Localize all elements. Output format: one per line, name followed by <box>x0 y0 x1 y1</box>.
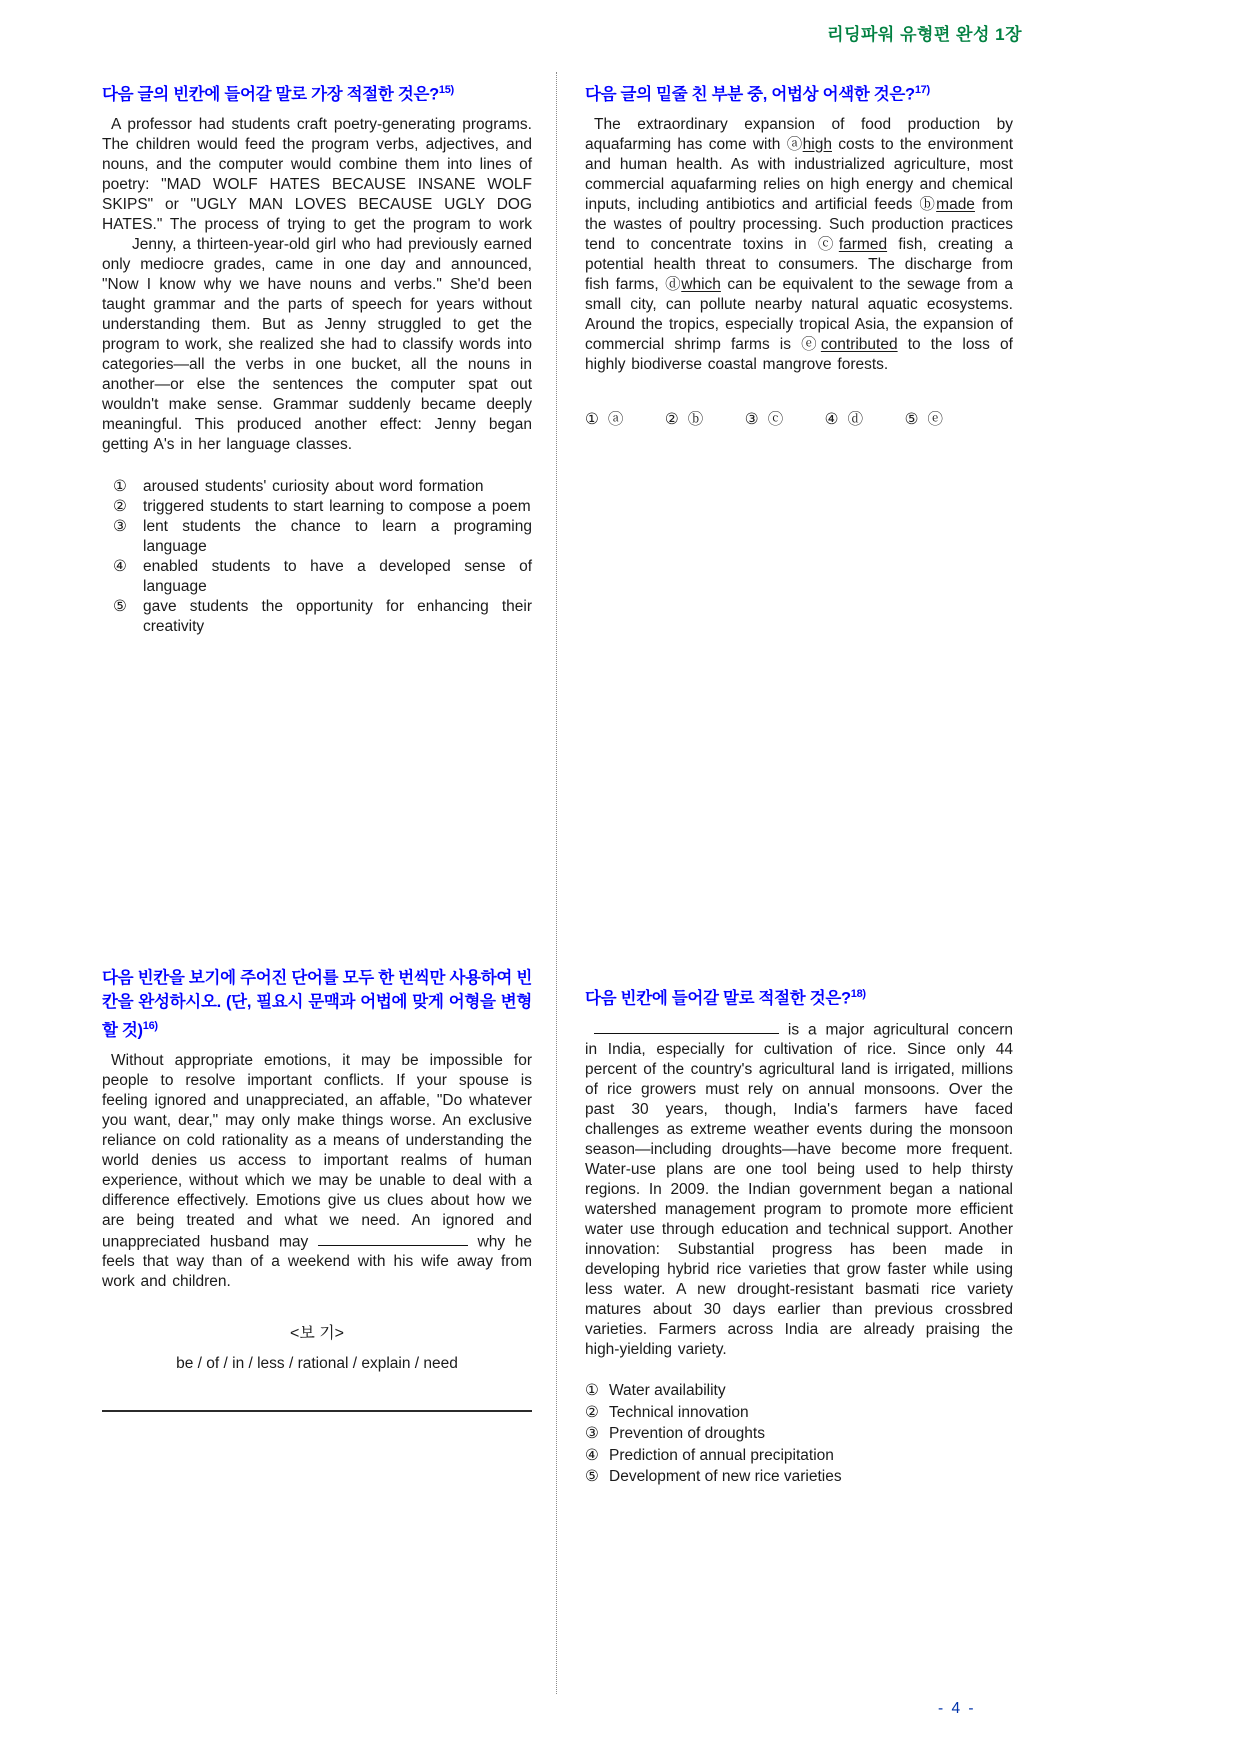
bogi-box <box>102 1324 532 1374</box>
option-text: Prevention of droughts <box>609 1425 765 1443</box>
option-number: ④ <box>585 1446 599 1464</box>
question-18-options <box>585 1380 1013 1488</box>
option-text: Development of new rice varieties <box>609 1468 842 1486</box>
option-number: ⑤ <box>904 410 919 428</box>
option-text: aroused students' curiosity about word formation <box>143 477 484 495</box>
option-text: Water availability <box>609 1382 726 1400</box>
option-mark: ⓐ <box>607 410 624 428</box>
option-row <box>745 407 783 429</box>
question-16 <box>102 966 532 1412</box>
option-number: ⑤ <box>585 1468 599 1486</box>
question-17-options <box>585 407 943 429</box>
question-15-passage: A professor had students craft poetry-generating programs. The children would feed the program verbs, adjectives, and nouns, and the computer would combine them into lines of poetry: "MAD WOLF HATES BECAUSE INSANE WOLF SKIPS" or "UGLY MAN LOVES BECAUSE UGLY DOG HATES." The process of trying to get the program to workJenny, a thirteen-year-old girl who had previously earned only mediocre grades, came in one day and announced, "Now I know why we have nouns and verbs." She'd been taught grammar and the parts of speech for years without understanding them. But as Jenny struggled to get the program to work, she realized she had to classify words into categories—all the verbs in one bucket, all the nouns in another—or else the sentences the computer spat out wouldn't make sense. Grammar suddenly became deeply meaningful. This produced another effect: Jenny began getting A's in her language classes. <box>102 115 532 453</box>
bogi-words: be / of / in / less / rational / explain / need <box>176 1355 458 1373</box>
question-18-title <box>585 982 1013 1011</box>
option-text: enabled students to have a developed sense of language <box>143 557 532 595</box>
question-16-ref: 16) <box>142 1020 158 1032</box>
option-row <box>102 497 532 517</box>
option-row <box>102 517 532 557</box>
option-number: ① <box>585 410 599 428</box>
question-15-ref: 15) <box>438 84 454 96</box>
option-row <box>585 407 623 429</box>
question-15-title <box>102 78 532 107</box>
option-number: ④ <box>824 410 839 428</box>
question-16-title-text: 다음 빈칸을 보기에 주어진 단어를 모두 한 번씩만 사용하여 빈칸을 완성하시오. (단, 필요시 문맥과 어법에 맞게 어형을 변형할 것) <box>102 969 532 1040</box>
question-15 <box>102 78 532 637</box>
question-17 <box>585 78 1013 429</box>
option-row <box>102 557 532 597</box>
question-15-title-text: 다음 글의 빈칸에 들어갈 말로 가장 적절한 것은? <box>102 85 439 104</box>
option-number: ③ <box>113 517 127 535</box>
question-17-passage: The extraordinary expansion of food production by aquafarming has come with ⓐhigh costs to the environment and human health. As with industrialized agriculture, most commercial aquafarming relies on high energy and chemical inputs, including antibiotics and artificial feeds ⓑmade from the wastes of poultry processing. Such production practices tend to concentrate toxins in ⓒfarmed fish, creating a potential health threat to consumers. The discharge from fish farms, ⓓwhich can be equivalent to the sewage from a small city, can pollute nearby natural aquatic ecosystems. Around the tropics, especially tropical Asia, the expansion of commercial shrimp farms is ⓔcontributed to the loss of highly biodiverse coastal mangrove forests. <box>585 115 1013 373</box>
question-17-title <box>585 78 1013 107</box>
option-row <box>585 1423 1013 1445</box>
option-text: triggered students to start learning to compose a poem <box>143 497 531 515</box>
option-row <box>585 1402 1013 1424</box>
question-17-ref: 17) <box>914 84 930 96</box>
option-mark: ⓒ <box>767 410 784 428</box>
option-row <box>102 477 532 497</box>
option-mark: ⓔ <box>927 410 943 428</box>
question-18 <box>585 982 1013 1488</box>
option-number: ① <box>585 1382 599 1400</box>
option-text: Prediction of annual precipitation <box>609 1446 834 1464</box>
question-15-options <box>102 477 532 637</box>
column-divider <box>556 72 557 1694</box>
option-number: ② <box>585 1403 599 1421</box>
option-row <box>905 407 943 429</box>
answer-blank-line <box>102 1410 532 1412</box>
question-16-title <box>102 966 532 1043</box>
option-text: Technical innovation <box>609 1403 749 1421</box>
question-18-title-text: 다음 빈칸에 들어갈 말로 적절한 것은? <box>585 989 851 1008</box>
page-header-title: 리딩파워 유형편 완성 1장 <box>827 25 1022 44</box>
option-row <box>585 1466 1013 1488</box>
question-16-passage: Without appropriate emotions, it may be impossible for people to resolve important conflicts. If your spouse is feeling ignored and unappreciated, an affable, "Do whatever you want, dear," may only make things worse. An exclusive reliance on cold rationality as a means of understanding the world denies us access to important realms of human experience, without which we may be unable to deal with a difference effectively. Emotions give us clues about how we are being treated and what we need. An ignored and unappreciated husband may why he feels that way than of a weekend with his wife away from work and children. <box>102 1051 533 1291</box>
option-number: ③ <box>585 1425 599 1443</box>
option-number: ④ <box>113 557 127 575</box>
option-mark: ⓓ <box>847 410 864 428</box>
option-text: lent students the chance to learn a programing language <box>143 517 532 555</box>
option-number: ② <box>664 410 679 428</box>
option-row <box>585 1380 1013 1402</box>
option-number: ③ <box>744 410 759 428</box>
option-text: gave students the opportunity for enhancing their creativity <box>143 597 532 635</box>
option-row <box>825 407 863 429</box>
option-row <box>102 597 532 637</box>
bogi-label: <보 기> <box>289 1325 345 1343</box>
question-18-ref: 18) <box>850 988 866 1000</box>
option-row <box>585 1445 1013 1467</box>
page-number: - 4 - <box>938 1700 976 1717</box>
option-number: ② <box>113 497 127 515</box>
question-18-passage: is a major agricultural concern in India, especially for cultivation of rice. Since only 44 percent of the country's agricultural land is irrigated, millions of rice growers must rely on annual monsoons. Over the past 30 years, though, India's farmers have faced challenges as extreme weather events during the monsoon season—including droughts—have become more frequent. Water-use plans are one tool being used to help thirsty regions. In 2009. the Indian government began a national watershed management program to promote more efficient water use through education and technical support. Another innovation: Substantial progress has been made in developing hybrid rice varieties that grow faster while using less water. A new drought-resistant basmati rice variety matures about 30 days earlier than previous crossbred varieties. Farmers across India are already praising the high-yielding variety. <box>585 1019 1013 1361</box>
option-mark: ⓑ <box>687 410 704 428</box>
option-row <box>665 407 703 429</box>
option-number: ⑤ <box>113 597 127 615</box>
option-number: ① <box>113 477 127 495</box>
question-17-title-text: 다음 글의 밑줄 친 부분 중, 어법상 어색한 것은? <box>585 85 915 104</box>
